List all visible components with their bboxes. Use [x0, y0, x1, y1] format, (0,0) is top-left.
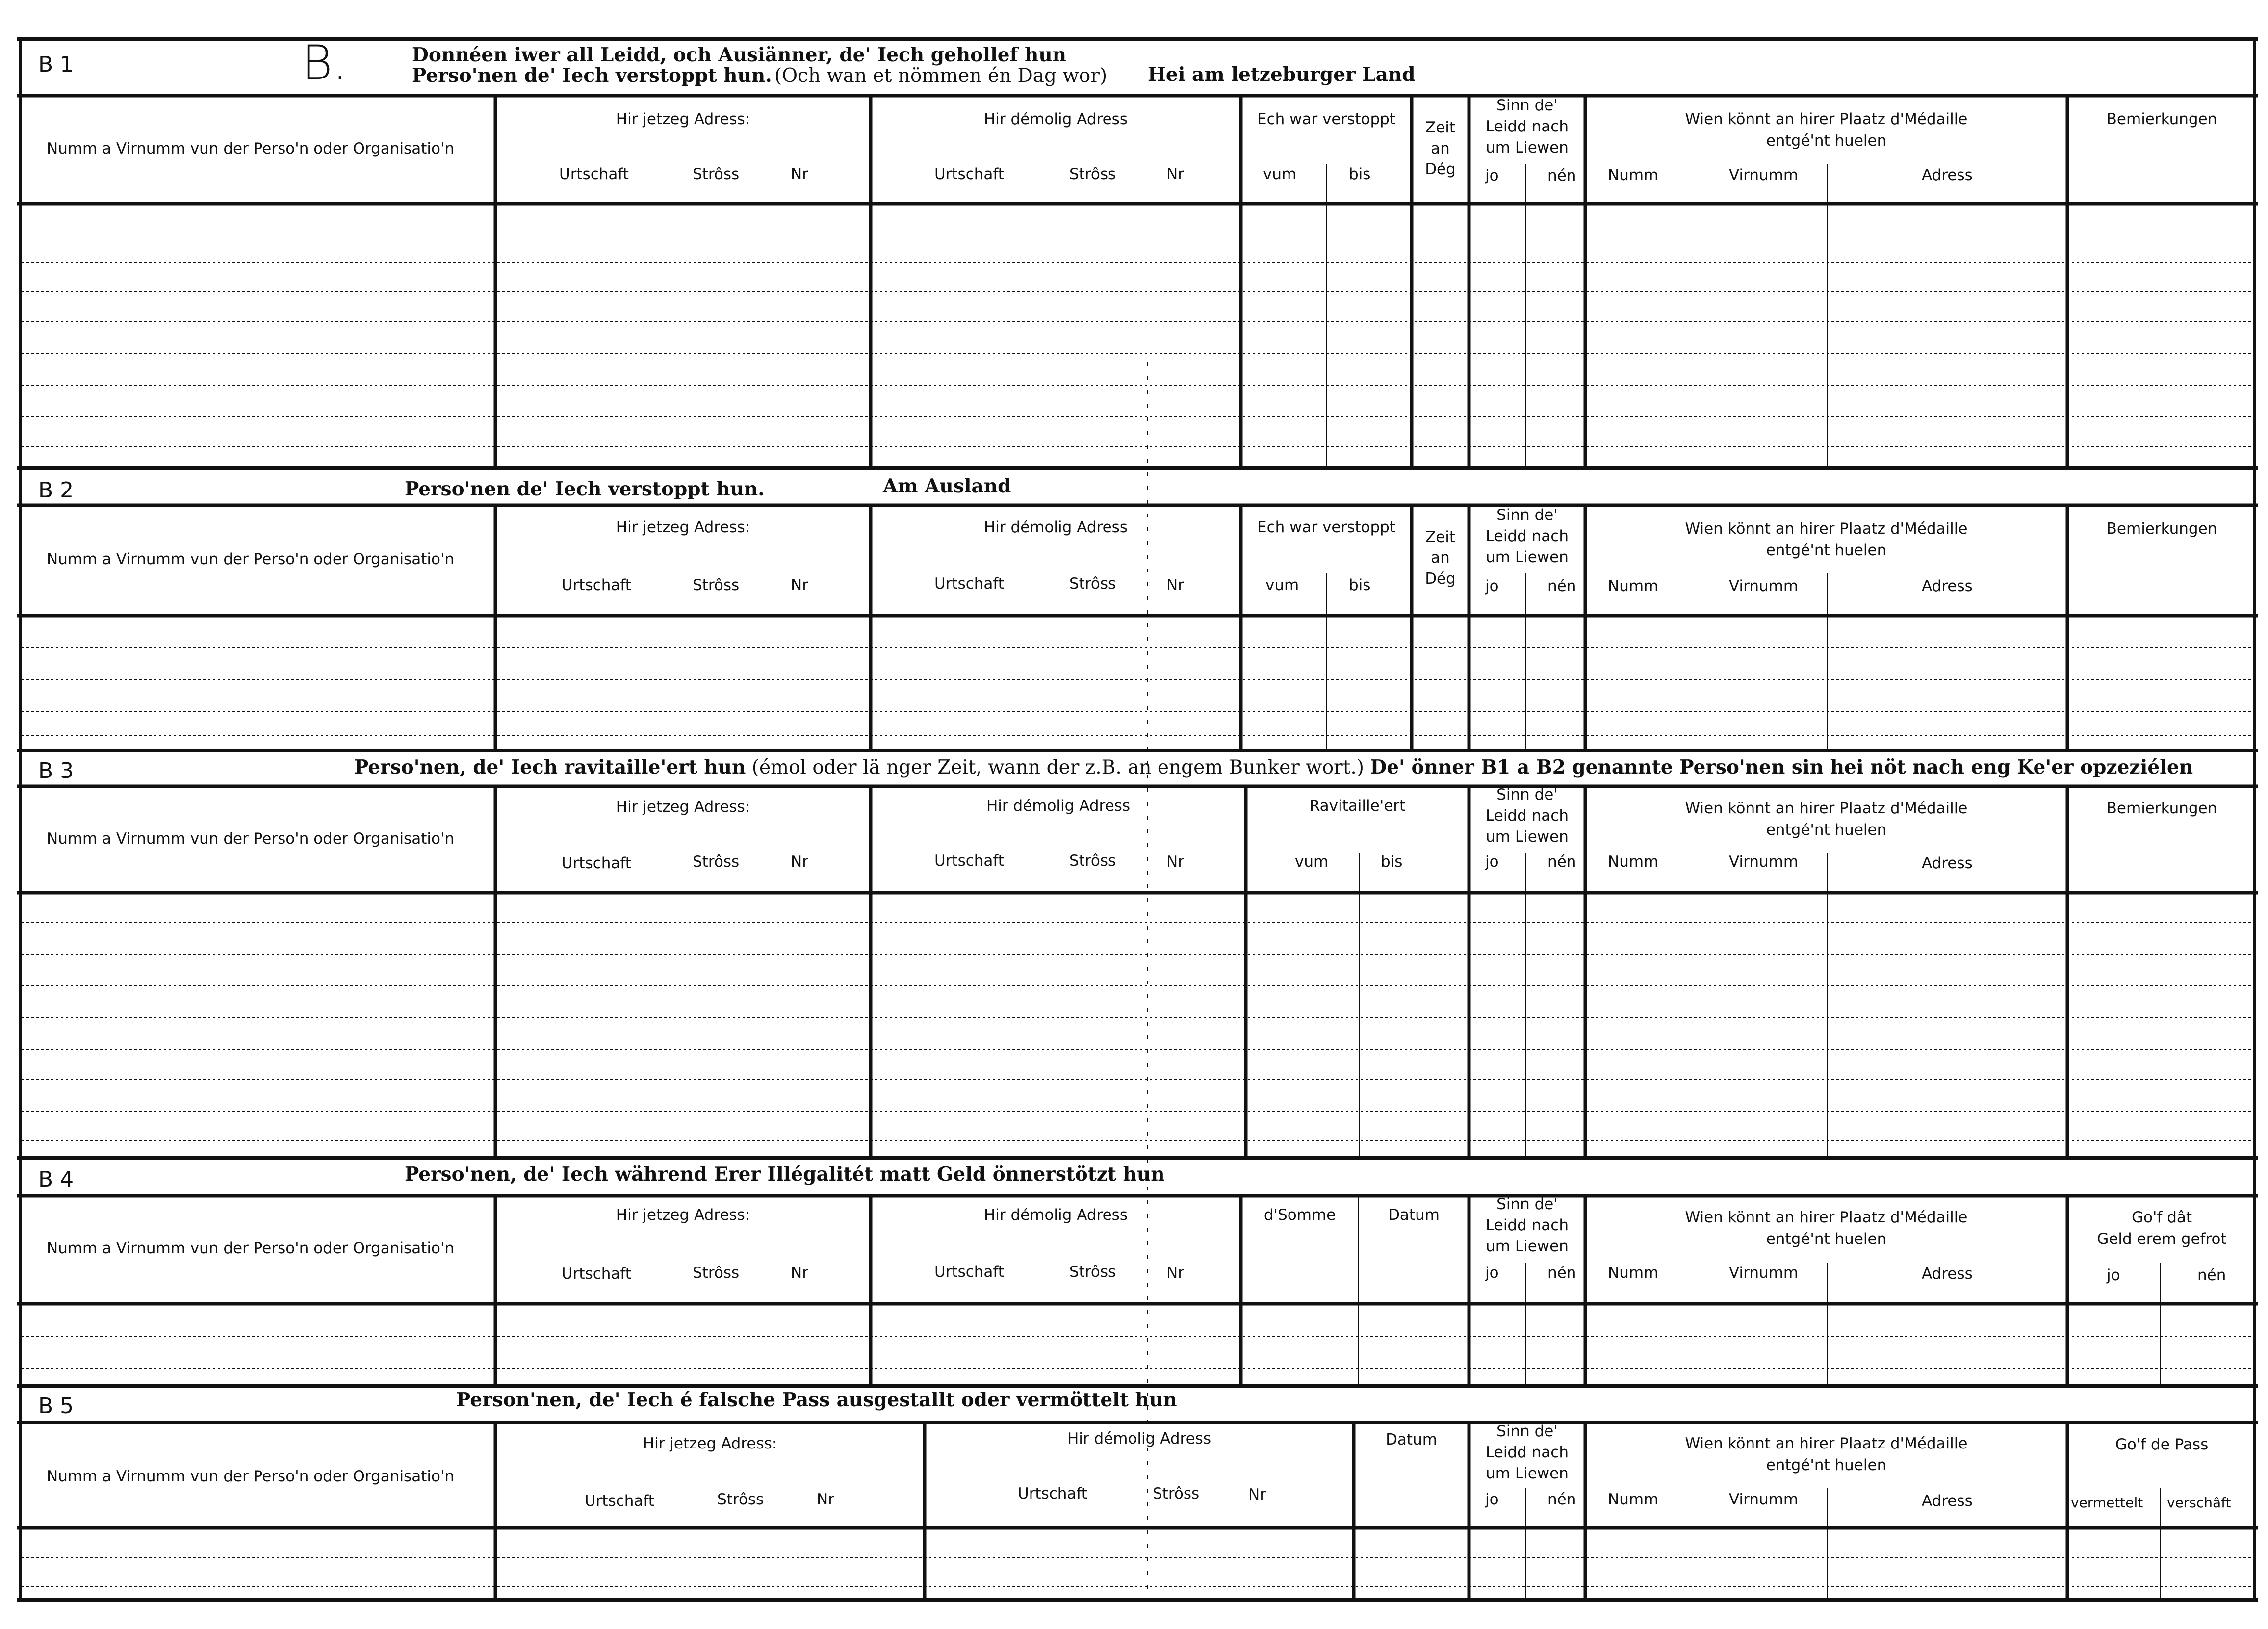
b1-header-virnumm: Virnumm — [1729, 166, 1799, 184]
b3-header-old-addr: Hir démolig Adress — [986, 797, 1130, 815]
b2-header-cur-nr: Nr — [791, 576, 808, 594]
b3-header-adress: Adress — [1922, 854, 1973, 872]
b3-header-jo: jo — [1485, 853, 1499, 871]
b4-header-sinn3: um Liewen — [1486, 1238, 1569, 1255]
b5-header-verschaft: verschâft — [2167, 1495, 2231, 1511]
b4-header-cur-urtschaft: Urtschaft — [562, 1265, 631, 1283]
b5-header-jo: jo — [1485, 1491, 1499, 1508]
b4-header-somme: d'Somme — [1263, 1206, 1336, 1224]
b1-header-old-addr: Hir démolig Adress — [984, 110, 1128, 128]
b4-header-gof1: Go'f dât — [2131, 1209, 2192, 1226]
b2-header-deg: Dég — [1425, 570, 1456, 588]
b5-header-old-addr: Hir démolig Adress — [1067, 1430, 1211, 1448]
b2-header-name: Numm a Virnumm vun der Perso'n oder Organisatio'n — [47, 550, 455, 568]
b1-header-numm: Numm — [1608, 166, 1659, 184]
b5-header-old-nr: Nr — [1248, 1486, 1266, 1503]
b1-header-name: Numm a Virnumm vun der Perso'n oder Organisatio'n — [47, 140, 455, 157]
b5-header-adress: Adress — [1922, 1492, 1973, 1510]
b2-header-sinn1: Sinn de' — [1496, 506, 1558, 524]
b4-header-sinn1: Sinn de' — [1496, 1195, 1558, 1213]
b1-header-cur-addr: Hir jetzeg Adress: — [616, 110, 750, 128]
b5-header-sinn2: Leidd nach — [1486, 1444, 1569, 1461]
b1-header-bemierk: Bemierkungen — [2106, 110, 2217, 128]
b5-header-nen: nén — [1547, 1491, 1576, 1508]
b3-header-vum: vum — [1295, 853, 1329, 871]
b2-header-bemierk: Bemierkungen — [2106, 520, 2217, 538]
b1-header-old-urtschaft: Urtschaft — [934, 165, 1004, 183]
b4-header-virnumm: Virnumm — [1729, 1264, 1799, 1282]
b4-header-jo: jo — [1485, 1264, 1499, 1282]
b3-header-sinn2: Leidd nach — [1486, 807, 1569, 825]
b1-header-an: an — [1431, 140, 1450, 157]
b2-header-cur-stross: Strôss — [693, 576, 740, 594]
b1-header-sinn3: um Liewen — [1486, 139, 1569, 156]
b2-header-nen: nén — [1547, 577, 1576, 595]
b1-header-bis: bis — [1349, 165, 1371, 183]
b2-header-vum: vum — [1265, 576, 1299, 594]
b1-header-old-nr: Nr — [1166, 165, 1184, 183]
section-b3-title-bold-a: Perso'nen, de' Iech ravitaille'ert hun — [354, 756, 746, 778]
b5-header-cur-addr: Hir jetzeg Adress: — [643, 1435, 777, 1452]
b5-header-sinn3: um Liewen — [1486, 1465, 1569, 1482]
b1-header-wien2: entgé'nt huelen — [1766, 132, 1887, 150]
section-b3-title-normal: (émol oder lä nger Zeit, wann der z.B. an engem Bunker wort.) — [751, 756, 1364, 778]
b4-header-wien1: Wien könnt an hirer Plaatz d'Médaille — [1685, 1209, 1968, 1226]
section-b1-title-line2-normal: (Och wan et nömmen én Dag wor) — [774, 65, 1108, 87]
section-b5-title: Person'nen, de' Iech é falsche Pass ausgestallt oder vermöttelt hun — [456, 1389, 1177, 1411]
b2-header-an: an — [1431, 549, 1450, 567]
b4-header-nen2: nén — [2197, 1267, 2226, 1284]
section-b1-code: B 1 — [38, 52, 74, 77]
b4-header-wien2: entgé'nt huelen — [1766, 1230, 1887, 1248]
b4-header-gof2: Geld erem gefrot — [2097, 1230, 2227, 1248]
b5-header-virnumm: Virnumm — [1729, 1491, 1799, 1508]
b1-header-jo: jo — [1485, 167, 1499, 184]
b1-header-cur-nr: Nr — [791, 165, 808, 183]
b4-header-name: Numm a Virnumm vun der Perso'n oder Organisatio'n — [47, 1240, 455, 1257]
b4-header-nen: nén — [1547, 1264, 1576, 1282]
b2-header-hidden: Ech war verstoppt — [1257, 518, 1396, 536]
b2-header-adress: Adress — [1922, 577, 1973, 595]
b1-header-vum: vum — [1263, 165, 1297, 183]
b2-header-old-nr: Nr — [1166, 576, 1184, 594]
section-letter: B. — [302, 35, 348, 90]
b4-header-numm: Numm — [1608, 1264, 1659, 1282]
b5-header-cur-urtschaft: Urtschaft — [585, 1492, 654, 1510]
b5-header-old-urtschaft: Urtschaft — [1018, 1485, 1087, 1502]
b2-header-old-stross: Strôss — [1069, 575, 1116, 593]
b3-header-name: Numm a Virnumm vun der Perso'n oder Organisatio'n — [47, 830, 455, 848]
b3-header-old-stross: Strôss — [1069, 852, 1116, 870]
b3-header-cur-stross: Strôss — [693, 853, 740, 871]
b4-header-old-nr: Nr — [1166, 1264, 1184, 1282]
b4-header-datum: Datum — [1388, 1206, 1440, 1224]
b3-header-cur-urtschaft: Urtschaft — [562, 854, 631, 872]
section-b3-title — [354, 758, 2193, 777]
b1-header-adress: Adress — [1922, 166, 1973, 184]
b3-header-old-nr: Nr — [1166, 853, 1184, 871]
section-b5-code: B 5 — [38, 1394, 74, 1419]
b4-header-sinn2: Leidd nach — [1486, 1216, 1569, 1234]
b5-header-sinn1: Sinn de' — [1496, 1422, 1558, 1440]
b1-header-wien1: Wien könnt an hirer Plaatz d'Médaille — [1685, 110, 1968, 128]
b2-header-jo: jo — [1485, 577, 1499, 595]
b4-header-adress: Adress — [1922, 1265, 1973, 1283]
b5-header-numm: Numm — [1608, 1491, 1659, 1508]
b1-header-zeit: Zeit — [1425, 119, 1456, 136]
b4-header-old-urtschaft: Urtschaft — [934, 1263, 1004, 1281]
b3-header-nen: nén — [1547, 853, 1576, 871]
b1-header-nen: nén — [1547, 167, 1576, 184]
b5-header-old-stross: Strôss — [1153, 1485, 1200, 1502]
b2-header-sinn2: Leidd nach — [1486, 527, 1569, 545]
b3-header-bis: bis — [1381, 853, 1403, 871]
section-b4-code: B 4 — [38, 1167, 74, 1192]
b3-header-virnumm: Virnumm — [1729, 853, 1799, 871]
b4-header-cur-addr: Hir jetzeg Adress: — [616, 1206, 750, 1224]
b2-header-virnumm: Virnumm — [1729, 577, 1799, 595]
b1-header-old-stross: Strôss — [1069, 165, 1116, 183]
b2-header-wien2: entgé'nt huelen — [1766, 542, 1887, 559]
b1-header-deg: Dég — [1425, 160, 1456, 178]
b2-header-zeit: Zeit — [1425, 528, 1456, 546]
b2-header-numm: Numm — [1608, 577, 1659, 595]
section-b1-title-line2-bold: Perso'nen de' Iech verstoppt hun. — [412, 64, 772, 87]
b3-header-old-urtschaft: Urtschaft — [934, 852, 1004, 870]
section-b3-code: B 3 — [38, 758, 74, 783]
b2-header-old-addr: Hir démolig Adress — [984, 518, 1128, 536]
b3-header-cur-addr: Hir jetzeg Adress: — [616, 798, 750, 816]
b3-header-wien1: Wien könnt an hirer Plaatz d'Médaille — [1685, 800, 1968, 817]
b3-header-bemierk: Bemierkungen — [2106, 800, 2217, 817]
b3-header-wien2: entgé'nt huelen — [1766, 821, 1887, 839]
section-b2-title: Perso'nen de' Iech verstoppt hun. — [405, 478, 765, 500]
section-b2-code: B 2 — [38, 478, 74, 503]
b3-header-sinn1: Sinn de' — [1496, 786, 1558, 803]
b4-header-old-addr: Hir démolig Adress — [984, 1206, 1128, 1224]
b5-header-name: Numm a Virnumm vun der Perso'n oder Organisatio'n — [47, 1468, 455, 1485]
b2-header-cur-urtschaft: Urtschaft — [562, 576, 631, 594]
b2-header-bis: bis — [1349, 576, 1371, 594]
b3-header-sinn3: um Liewen — [1486, 828, 1569, 846]
b5-header-cur-stross: Strôss — [717, 1491, 764, 1508]
b4-header-old-stross: Strôss — [1069, 1263, 1116, 1281]
section-b2-title-right: Am Ausland — [883, 475, 1011, 497]
section-b1-title-line2 — [412, 66, 1107, 85]
b3-header-cur-nr: Nr — [791, 853, 808, 871]
b1-header-hidden: Ech war verstoppt — [1257, 110, 1396, 128]
b4-header-jo2: jo — [2107, 1267, 2120, 1284]
b4-header-cur-nr: Nr — [791, 1264, 808, 1282]
b1-header-sinn1: Sinn de' — [1496, 97, 1558, 114]
b5-header-datum: Datum — [1386, 1431, 1437, 1448]
b2-header-old-urtschaft: Urtschaft — [934, 575, 1004, 593]
section-b4-title: Perso'nen, de' Iech während Erer Illégalitét matt Geld önnerstötzt hun — [405, 1163, 1165, 1186]
b1-header-sinn2: Leidd nach — [1486, 118, 1569, 135]
b5-header-cur-nr: Nr — [817, 1491, 834, 1508]
section-b1-title-line1: Donnéen iwer all Leidd, och Ausiänner, de' Iech gehollef hun — [412, 44, 1067, 66]
b4-header-cur-stross: Strôss — [693, 1264, 740, 1282]
b2-header-cur-addr: Hir jetzeg Adress: — [616, 518, 750, 536]
b5-header-gofpass: Go'f de Pass — [2115, 1436, 2209, 1453]
b1-header-cur-urtschaft: Urtschaft — [559, 165, 629, 183]
b1-header-cur-stross: Strôss — [693, 165, 740, 183]
b2-header-sinn3: um Liewen — [1486, 548, 1569, 566]
b2-header-wien1: Wien könnt an hirer Plaatz d'Médaille — [1685, 520, 1968, 538]
b5-header-wien1: Wien könnt an hirer Plaatz d'Médaille — [1685, 1435, 1968, 1452]
b5-header-vermettelt: vermettelt — [2071, 1495, 2143, 1511]
b3-header-numm: Numm — [1608, 853, 1659, 871]
b5-header-wien2: entgé'nt huelen — [1766, 1456, 1887, 1474]
section-b3-title-bold-b: De' önner B1 a B2 genannte Perso'nen sin hei nöt nach eng Ke'er opzeziélen — [1370, 756, 2193, 778]
section-b1-title-right: Hei am letzeburger Land — [1148, 63, 1416, 86]
b3-header-ravit: Ravitaille'ert — [1309, 797, 1406, 815]
